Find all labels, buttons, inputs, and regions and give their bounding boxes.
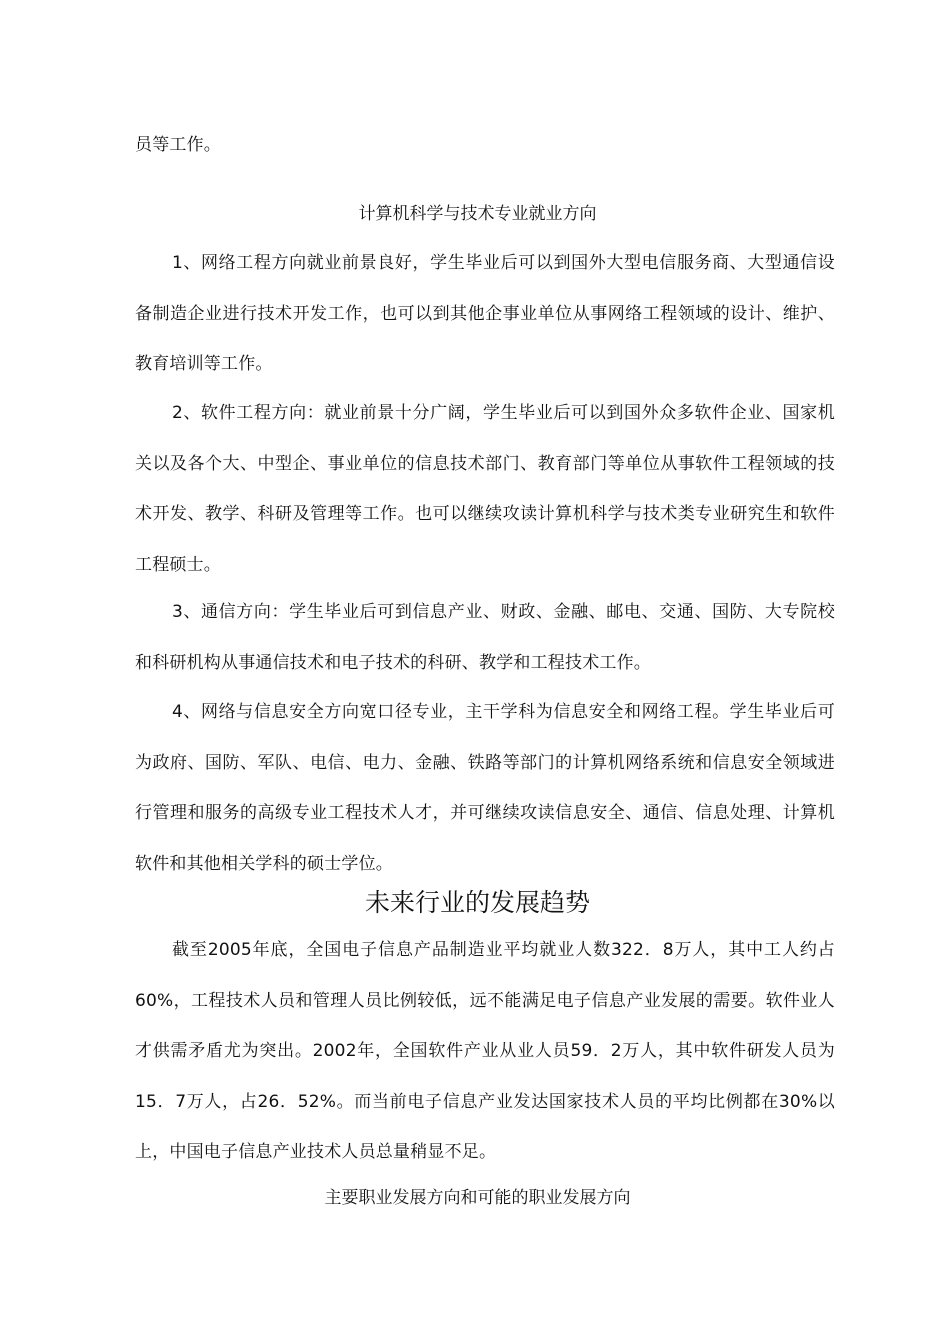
- paragraph-communications: 3、通信方向：学生毕业后可到信息产业、财政、金融、邮电、交通、国防、大专院校和科研机构从事通信技术和电子技术的科研、教学和工程技术工作。: [135, 602, 835, 673]
- heading-industry-trends: 未来行业的发展趋势: [364, 888, 590, 917]
- section-title-employment: 计算机科学与技术专业就业方向: [358, 204, 597, 224]
- paragraph-software-engineering: 2、软件工程方向：就业前景十分广阔，学生毕业后可以到国外众多软件企业、国家机关以及各个大、中型企、事业单位的信息技术部门、教育部门等单位从事软件工程领域的技术开发、教学、科研及管理等工作。也可以继续攻读计算机科学与技术类专业研究生和软件工程硕士。: [135, 403, 835, 575]
- paragraph-network-engineering: 1、网络工程方向就业前景良好，学生毕业后可以到国外大型电信服务商、大型通信设备制造企业进行技术开发工作，也可以到其他企事业单位从事网络工程领域的设计、维护、教育培训等工作。: [135, 253, 835, 374]
- paragraph-network-security: 4、网络与信息安全方向宽口径专业，主干学科为信息安全和网络工程。学生毕业后可为政府、国防、军队、电信、电力、金融、铁路等部门的计算机网络系统和信息安全领域进行管理和服务的高级专业工程技术人才，并可继续攻读信息安全、通信、信息处理、计算机软件和其他相关学科的硕士学位。: [135, 702, 835, 874]
- section-title-career-directions: 主要职业发展方向和可能的职业发展方向: [324, 1188, 631, 1208]
- paragraph-industry-trends: 截至2005年底，全国电子信息产品制造业平均就业人数322．8万人，其中工人约占60%，工程技术人员和管理人员比例较低，远不能满足电子信息产业发展的需要。软件业人才供需矛盾尤为突出。2002年，全国软件产业从业人员59．2万人，其中软件研发人员为15．7万人，占26．52%。而当前电子信息产业发达国家技术人员的平均比例都在30%以上，中国电子信息产业技术人员总量稍显不足。: [135, 940, 835, 1162]
- continuation-text: 员等工作。: [135, 135, 221, 155]
